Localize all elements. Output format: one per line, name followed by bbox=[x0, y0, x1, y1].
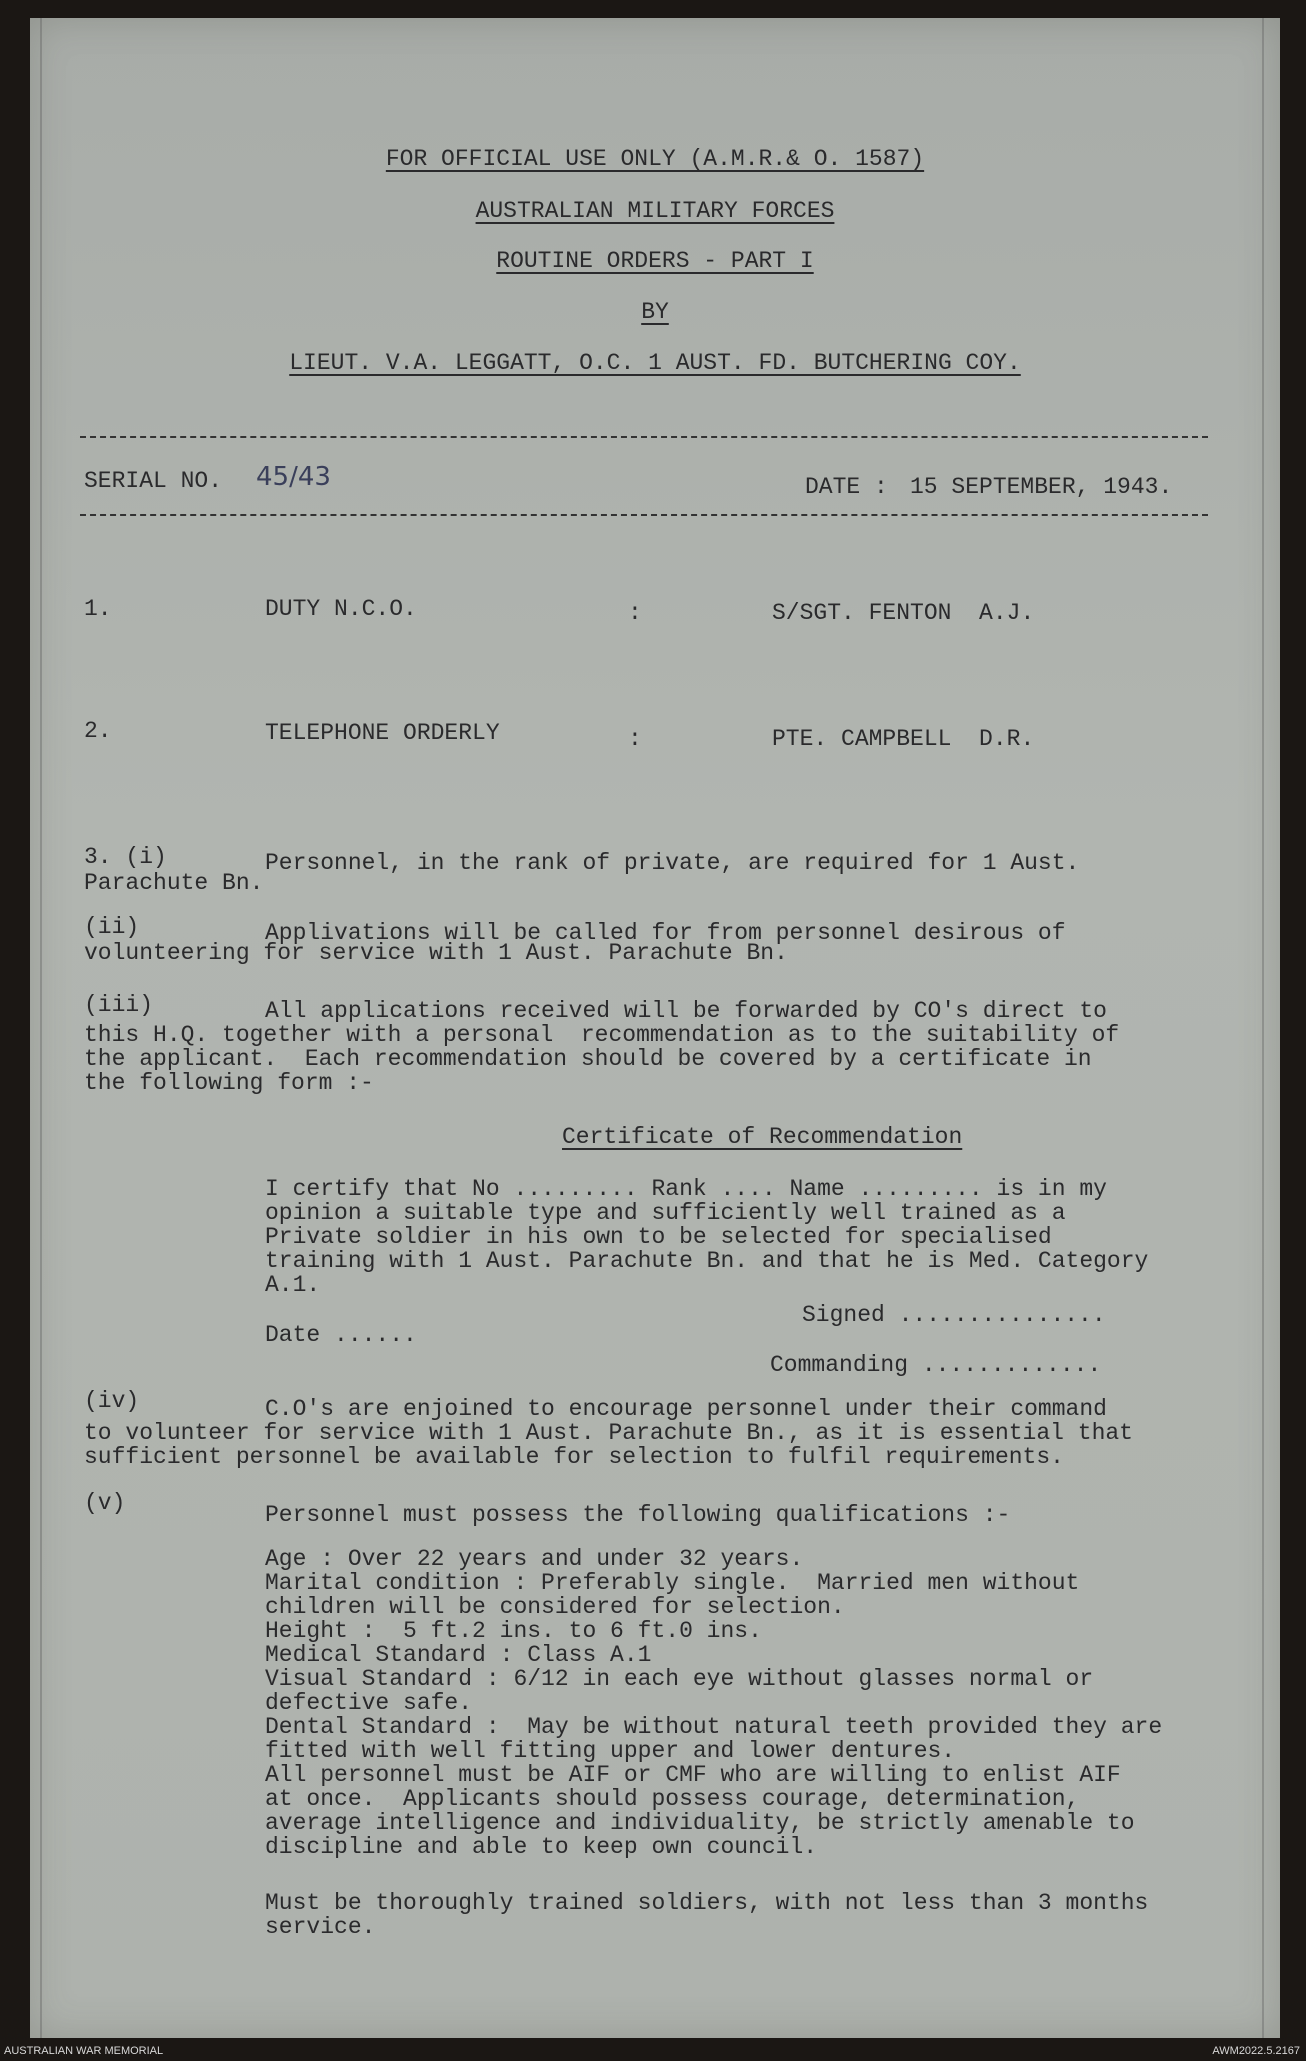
header-forces: AUSTRALIAN MILITARY FORCES bbox=[475, 198, 835, 224]
closing-line2: service. bbox=[265, 1914, 376, 1940]
certificate-line4: training with 1 Aust. Parachute Bn. and that he is Med. Category bbox=[265, 1248, 1149, 1274]
qualification-line: Medical Standard : Class A.1 bbox=[265, 1642, 652, 1668]
item-separator: : bbox=[628, 726, 642, 752]
certificate-commanding: Commanding ............. bbox=[770, 1352, 1102, 1378]
item-value: S/SGT. FENTON A.J. bbox=[772, 600, 1035, 626]
qualification-line: Height : 5 ft.2 ins. to 6 ft.0 ins. bbox=[265, 1618, 762, 1644]
serial-label: SERIAL NO. bbox=[84, 468, 223, 494]
archive-credit: AUSTRALIAN WAR MEMORIAL bbox=[4, 2045, 164, 2057]
closing-line1: Must be thoroughly trained soldiers, with not less than 3 months bbox=[265, 1890, 1149, 1916]
qualification-line: defective safe. bbox=[265, 1690, 473, 1716]
certificate-line3: Private soldier in his own to be selected for specialised bbox=[265, 1224, 1052, 1250]
certificate-signed: Signed ............... bbox=[802, 1302, 1106, 1328]
item4-line3: sufficient personnel be available for selection to fulfil requirements. bbox=[84, 1444, 1064, 1470]
qualification-line: Age : Over 22 years and under 32 years. bbox=[265, 1546, 804, 1572]
item-title: DUTY N.C.O. bbox=[265, 596, 417, 622]
qualification-line: Visual Standard : 6/12 in each eye without glasses normal or bbox=[265, 1666, 1094, 1692]
item-number: 1. bbox=[84, 596, 112, 622]
item4-line2: to volunteer for service with 1 Aust. Parachute Bn., as it is essential that bbox=[84, 1420, 1133, 1446]
qualification-line: children will be considered for selection. bbox=[265, 1594, 845, 1620]
qualification-line: average intelligence and individuality, be strictly amenable to bbox=[265, 1810, 1135, 1836]
qualification-line: Marital condition : Preferably single. Married men without bbox=[265, 1570, 1080, 1596]
item-value: PTE. CAMPBELL D.R. bbox=[772, 726, 1035, 752]
certificate-line1: I certify that No ......... Rank .... Name ......... is in my bbox=[265, 1176, 1107, 1202]
header-officer: LIEUT. V.A. LEGGATT, O.C. 1 AUST. FD. BUTCHERING COY. bbox=[289, 350, 1021, 376]
certificate-title: Certificate of Recommendation bbox=[562, 1124, 963, 1150]
item3-iii-line1: All applications received will be forwarded by CO's direct to bbox=[265, 998, 1107, 1024]
item3-ii-label: (ii) bbox=[84, 914, 140, 940]
qualification-line: discipline and able to keep own council. bbox=[265, 1834, 818, 1860]
divider-top bbox=[80, 436, 1208, 438]
document-page bbox=[30, 18, 1280, 2038]
certificate-line5: A.1. bbox=[265, 1272, 321, 1298]
divider-bottom bbox=[80, 514, 1208, 516]
qualification-line: at once. Applicants should possess courage, determination, bbox=[265, 1786, 1080, 1812]
archive-id: AWM2022.5.2167 bbox=[1212, 2045, 1300, 2057]
item5-intro: Personnel must possess the following qualifications :- bbox=[265, 1502, 1011, 1528]
header-routine-orders: ROUTINE ORDERS - PART I bbox=[496, 248, 814, 274]
item4-line1: C.O's are enjoined to encourage personnel under their command bbox=[265, 1396, 1107, 1422]
item3-iii-line4: the following form :- bbox=[84, 1070, 374, 1096]
item-separator: : bbox=[628, 600, 642, 626]
certificate-line2: opinion a suitable type and sufficiently well trained as a bbox=[265, 1200, 1066, 1226]
qualification-line: Dental Standard : May be without natural teeth provided they are bbox=[265, 1714, 1163, 1740]
qualification-line: fitted with well fitting upper and lower dentures. bbox=[265, 1738, 956, 1764]
item3-ii-line2: volunteering for service with 1 Aust. Parachute Bn. bbox=[84, 940, 788, 966]
item3-iii-label: (iii) bbox=[84, 992, 154, 1018]
item3-iii-line2: this H.Q. together with a personal recommendation as to the suitability of bbox=[84, 1022, 1120, 1048]
qualification-line: All personnel must be AIF or CMF who are willing to enlist AIF bbox=[265, 1762, 1121, 1788]
item3-iii-line3: the applicant. Each recommendation should be covered by a certificate in bbox=[84, 1046, 1092, 1072]
item5-label: (v) bbox=[84, 1490, 126, 1516]
item3-i-line1: Personnel, in the rank of private, are required for 1 Aust. bbox=[265, 850, 1080, 876]
date-value: 15 SEPTEMBER, 1943. bbox=[910, 474, 1173, 500]
header-by: BY bbox=[641, 299, 669, 325]
item4-label: (iv) bbox=[84, 1388, 140, 1414]
serial-number: 45/43 bbox=[256, 462, 331, 492]
date-label: DATE : bbox=[805, 474, 888, 500]
item3-i-label: 3. (i) bbox=[84, 844, 167, 870]
header-official-use: FOR OFFICIAL USE ONLY (A.M.R.& O. 1587) bbox=[385, 146, 925, 172]
item3-i-line2: Parachute Bn. bbox=[84, 870, 264, 896]
item-title: TELEPHONE ORDERLY bbox=[265, 720, 500, 746]
certificate-date: Date ...... bbox=[265, 1322, 417, 1348]
item3-ii-line1: Applivations will be called for from personnel desirous of bbox=[265, 920, 1066, 946]
item-number: 2. bbox=[84, 718, 112, 744]
